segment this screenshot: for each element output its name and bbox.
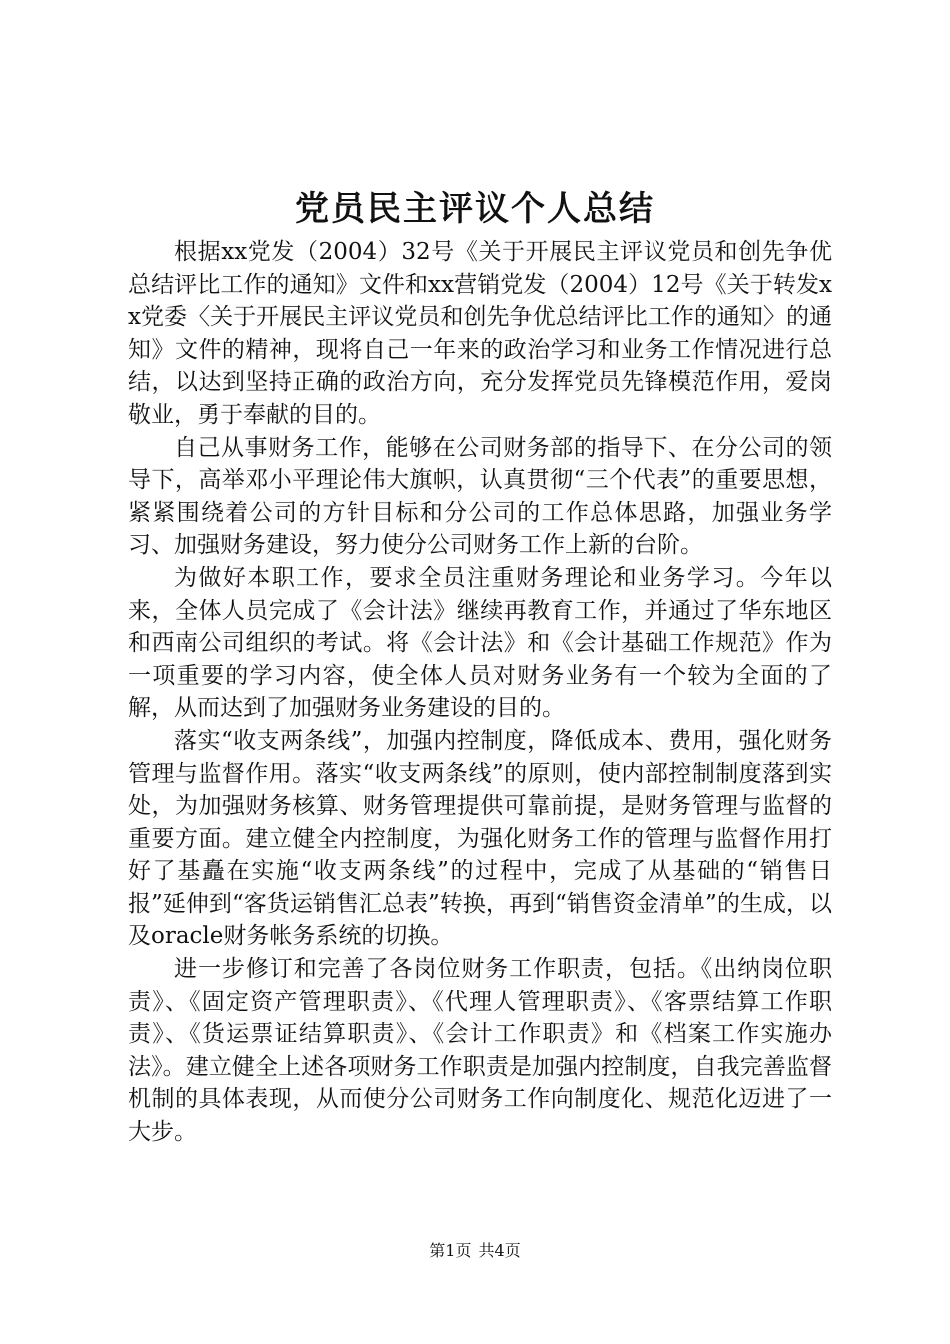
paragraph-1: 根据xx党发（2004）32号《关于开展民主评议党员和创先争优总结评比工作的通知》文件和xx营销党发（2004）12号《关于转发xx党委〈关于开展民主评议党员和创先争优总结评比工作的通知〉的通知》文件的精神，现将自己一年来的政治学习和业务工作情况进行总结，以达到坚持正确的政治方向，充分发挥党员先锋模范作用，爱岗敬业，勇于奉献的目的。 — [128, 239, 832, 428]
page-number: 第1页 — [429, 1241, 472, 1260]
paragraph-4: 落实“收支两条线”，加强内控制度，降低成本、费用，强化财务管理与监督作用。落实“收支两条线”的原则，使内部控制制度落到实处，为加强财务核算、财务管理提供可靠前提，是财务管理与监督的重要方面。建立健全内控制度，为强化财务工作的管理与监督作用打好了基矗在实施“收支两条线”的过程中，完成了从基础的“销售日报”延伸到“客货运销售汇总表”转换，再到“销售资金清单”的生成，以及oracle财务帐务系统的切换。 — [128, 727, 832, 950]
paragraph-3: 为做好本职工作，要求全员注重财务理论和业务学习。今年以来，全体人员完成了《会计法》继续再教育工作，并通过了华东地区和西南公司组织的考试。将《会计法》和《会计基础工作规范》作为一项重要的学习内容，使全体人员对财务业务有一个较为全面的了解，从而达到了加强财务业务建设的目的。 — [128, 564, 832, 722]
document-body — [128, 236, 832, 1149]
document-title: 党员民主评议个人总结 — [295, 189, 655, 229]
page-total: 共4页 — [478, 1241, 521, 1260]
page-footer — [0, 1239, 950, 1263]
paragraph-5: 进一步修订和完善了各岗位财务工作职责，包括。《出纳岗位职责》、《固定资产管理职责》、《代理人管理职责》、《客票结算工作职责》、《货运票证结算职责》、《会计工作职责》和《档案工作实施办法》。建立健全上述各项财务工作职责是加强内控制度，自我完善监督机制的具体表现，从而使分公司财务工作向制度化、规范化迈进了一大步。 — [128, 956, 832, 1146]
paragraph-2: 自己从事财务工作，能够在公司财务部的指导下、在分公司的领导下，高举邓小平理论伟大旗帜，认真贯彻“三个代表”的重要思想，紧紧围绕着公司的方针目标和分公司的工作总体思路，加强业务学习、加强财务建设，努力使分公司财务工作上新的台阶。 — [128, 434, 832, 559]
